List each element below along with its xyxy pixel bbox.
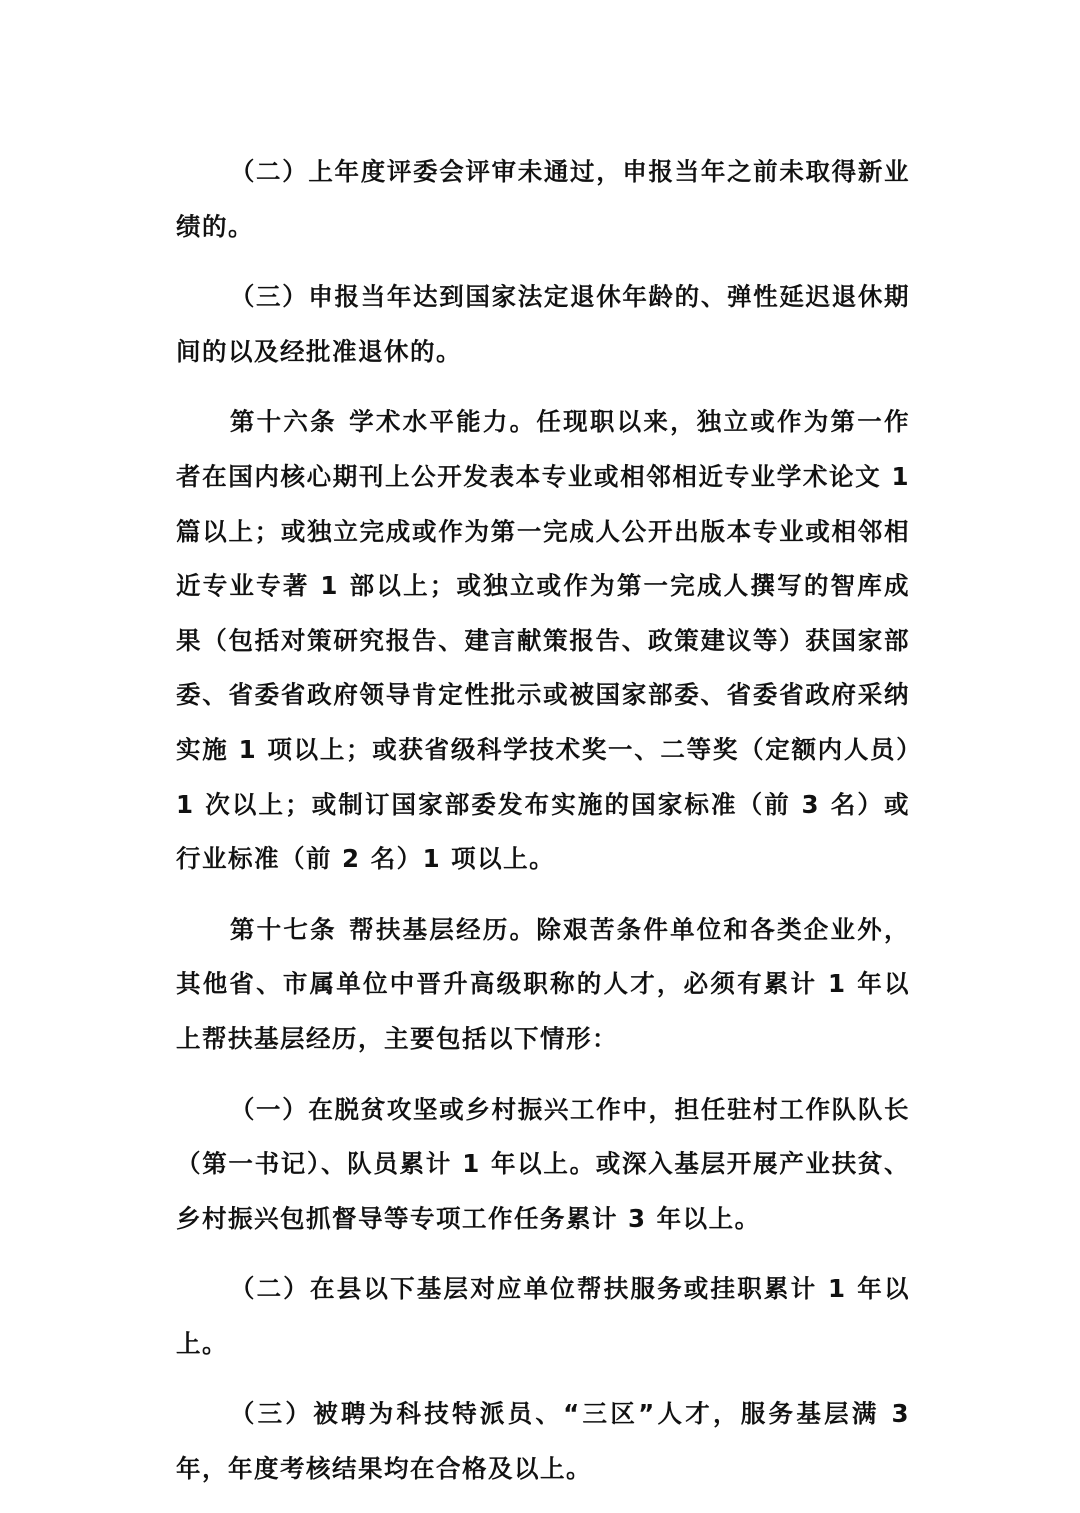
article-17-item-2: （二）在县以下基层对应单位帮扶服务或挂职累计 1 年以上。 xyxy=(176,1274,910,1358)
article-16-title: 学术水平能力。 xyxy=(349,407,537,437)
article-17-text: 除艰苦条件单位和各类企业外，其他省、市属单位中晋升高级职称的人才，必须有累计 1 年以上帮扶基层经历，主要包括以下情形： xyxy=(176,914,911,1053)
document-body xyxy=(176,145,910,1513)
article-17-item-3: （三）被聘为科技特派员、“三区”人才，服务基层满 3 年，年度考核结果均在合格及以上。 xyxy=(176,1399,910,1484)
clause-item-3: （三）申报当年达到国家法定退休年龄的、弹性延迟退休期间的以及经批准退休的。 xyxy=(176,282,910,366)
article-16-number: 第十六条 xyxy=(229,407,337,437)
article-17-title: 帮扶基层经历。 xyxy=(349,914,537,944)
article-16 xyxy=(176,395,910,886)
article-17-item-1: （一）在脱贫攻坚或乡村振兴工作中，担任驻村工作队队长（第一书记）、队员累计 1 年以上。或深入基层开展产业扶贫、乡村振兴包抓督导等专项工作任务累计 3 年以上。 xyxy=(176,1094,910,1233)
article-17-number: 第十七条 xyxy=(229,914,337,944)
article-16-text: 任现职以来，独立或作为第一作者在国内核心期刊上公开发表本专业或相邻相近专业学术论文 1 篇以上；或独立完成或作为第一完成人公开出版本专业或相邻相近专业专著 1 部以上；或独立或作为第一完成人撰写的智库成果（包括对策研究报告、建言献策报告、政策建议等）获国家部委、省委省政府领导肯定性批示或被国家部委、省委省政府采纳实施 1 项以上；或获省级科学技术奖一、二等奖（定额内人员）1 次以上；或制订国家部委发布实施的国家标准（前 3 名）或行业标准（前 2 名）1 项以上。 xyxy=(176,407,911,874)
article-17 xyxy=(176,903,910,1067)
clause-item-2: （二）上年度评委会评审未通过，申报当年之前未取得新业绩的。 xyxy=(176,157,910,241)
